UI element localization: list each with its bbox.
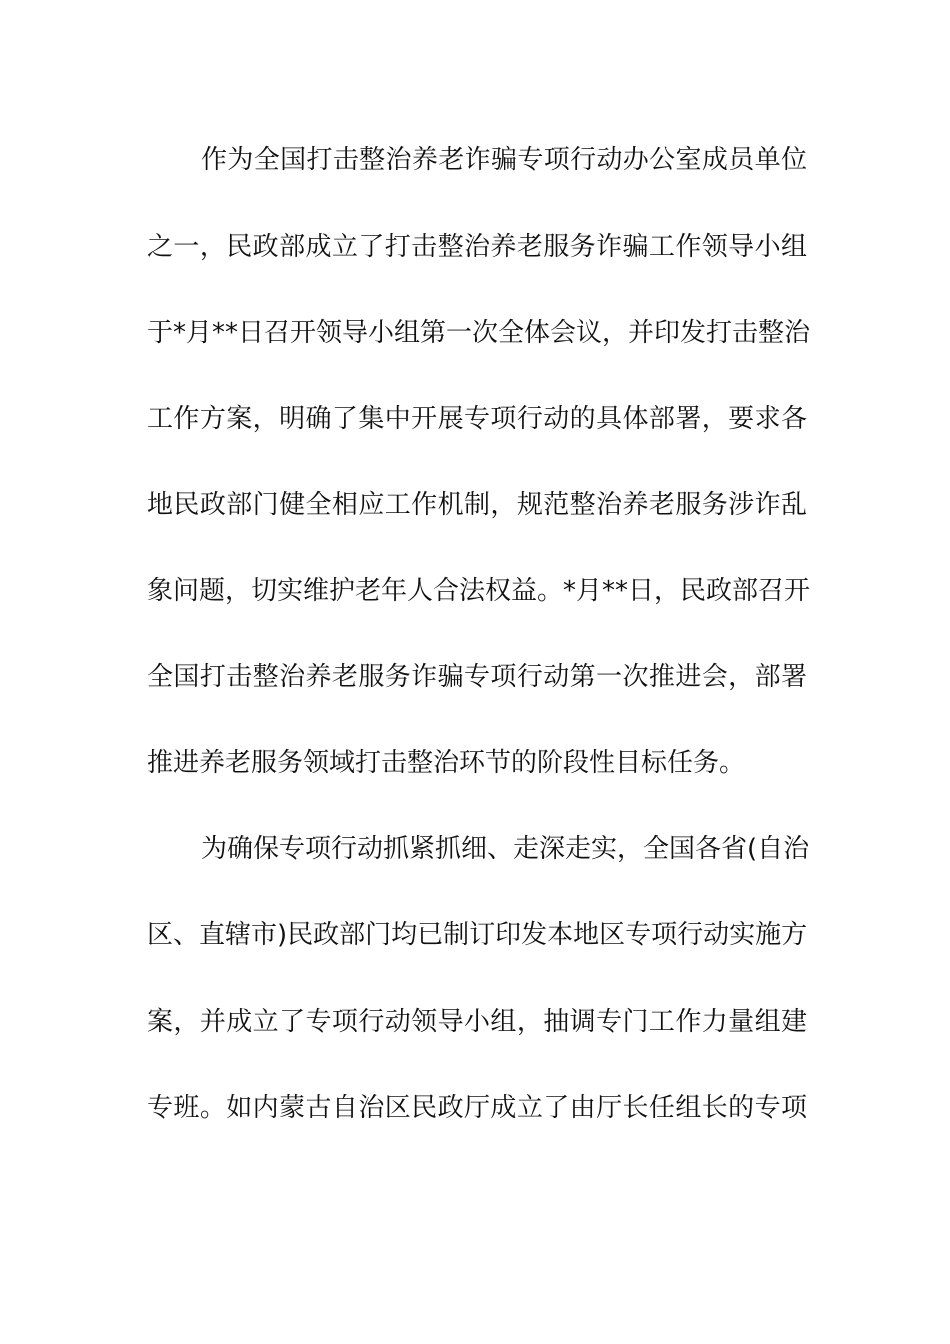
paragraph-1-line-8: 推进养老服务领域打击整治环节的阶段性目标任务。 — [147, 748, 746, 778]
paragraph-1-line-1: 作为全国打击整治养老诈骗专项行动办公室成员单位 — [201, 145, 807, 175]
paragraph-1-line-7: 全国打击整治养老服务诈骗专项行动第一次推进会，部署 — [147, 662, 807, 692]
paragraph-2-line-3: 案，并成立了专项行动领导小组，抽调专门工作力量组建 — [147, 1007, 807, 1037]
paragraph-1-line-2: 之一，民政部成立了打击整治养老服务诈骗工作领导小组 — [147, 232, 807, 262]
paragraph-2-line-2: 区、直辖市)民政部门均已制订印发本地区专项行动实施方 — [147, 920, 808, 950]
paragraph-1-line-4: 工作方案，明确了集中开展专项行动的具体部署，要求各 — [147, 404, 807, 434]
paragraph-2-line-4: 专班。如内蒙古自治区民政厅成立了由厅长任组长的专项 — [147, 1093, 807, 1123]
paragraph-1-line-5: 地民政部门健全相应工作机制，规范整治养老服务涉诈乱 — [147, 490, 807, 520]
paragraph-2-line-1: 为确保专项行动抓紧抓细、走深走实，全国各省(自治 — [201, 834, 810, 864]
paragraph-1-line-6: 象问题，切实维护老年人合法权益。*月**日，民政部召开 — [147, 576, 811, 606]
paragraph-1-line-3: 于*月**日召开领导小组第一次全体会议，并印发打击整治 — [147, 318, 811, 348]
